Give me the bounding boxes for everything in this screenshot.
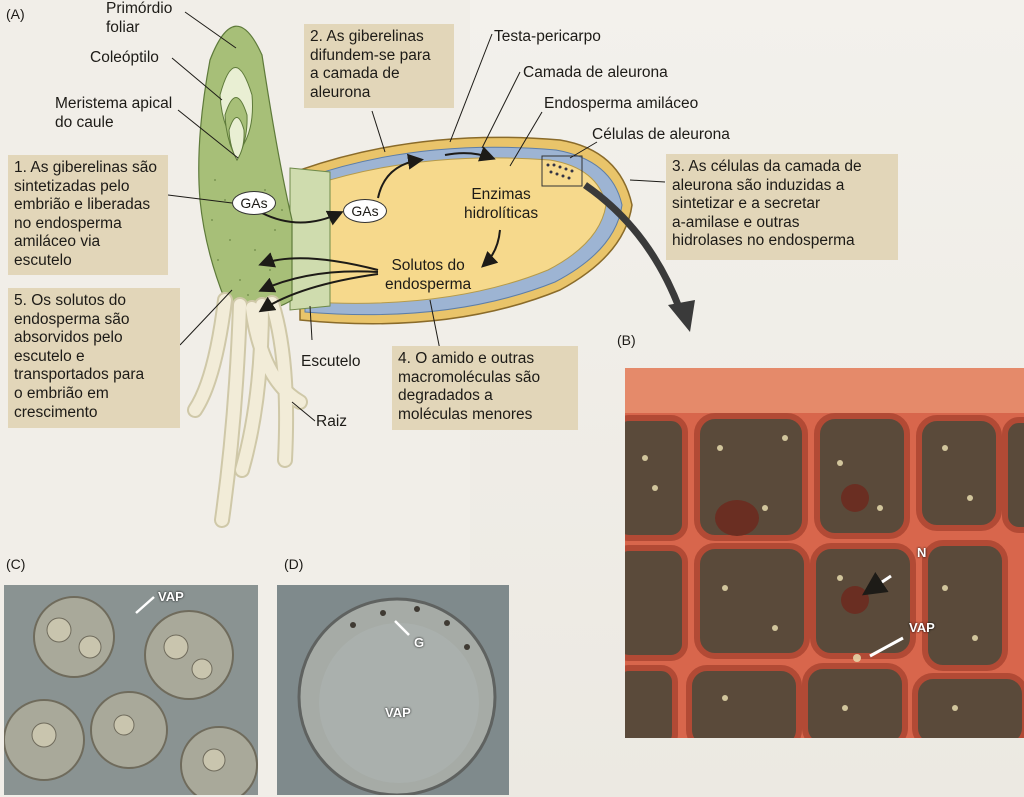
- label-escutelo: Escutelo: [301, 353, 361, 370]
- label-endosperma-amilaceo: Endosperma amiláceo: [544, 95, 699, 112]
- step-2-box: 2. As giberelinas difundem-se para a camada de aleurona: [304, 24, 454, 108]
- step-4-box: 4. O amido e outras macromoléculas são degradados a moléculas menores: [392, 346, 578, 430]
- label-celulas-aleurona: Células de aleurona: [592, 126, 730, 143]
- micrograph-c: [4, 585, 258, 795]
- vacuole-micrograph: [277, 585, 509, 795]
- protoplasts-micrograph: [4, 585, 258, 795]
- label-camada-aleurona: Camada de aleurona: [523, 64, 668, 81]
- step-1-box: 1. As giberelinas são sintetizadas pelo embrião e liberadas no endosperma amiláceo via escutelo: [8, 155, 168, 275]
- label-coleoptilo: Coleóptilo: [90, 49, 159, 66]
- micro-label-vap-b: VAP: [909, 620, 935, 635]
- label-solutos: Solutos do endosperma: [385, 257, 472, 293]
- gas-endosperm-oval: GAs: [343, 199, 387, 223]
- panel-label-b: (B): [617, 332, 636, 348]
- micro-label-vap-c: VAP: [158, 589, 184, 604]
- panel-label-c: (C): [6, 556, 26, 572]
- panel-label-d: (D): [284, 556, 304, 572]
- coleoptile: [199, 26, 292, 310]
- micro-label-g: G: [414, 635, 425, 650]
- label-primordio-foliar: Primórdio foliar: [106, 0, 173, 36]
- panel-label-a: (A): [6, 6, 25, 22]
- micrograph-d: [277, 585, 509, 795]
- label-meristema: Meristema apical do caule: [55, 95, 173, 131]
- micro-label-vap-d: VAP: [385, 705, 411, 720]
- step-3-box: 3. As células da camada de aleurona são induzidas a sintetizar e a secretar a-amilase e outras hidrolases no endosperma: [666, 154, 898, 260]
- aleurone-cells-micrograph: [625, 368, 1024, 738]
- micrograph-b: [625, 368, 1024, 738]
- step-5-box: 5. Os solutos do endosperma são absorvidos pelo escutelo e transportados para o embrião em crescimento: [8, 288, 180, 428]
- label-testa-pericarpo: Testa-pericarpo: [494, 28, 601, 45]
- micro-label-n: N: [917, 545, 927, 560]
- label-enzimas: Enzimas hidrolíticas: [464, 186, 539, 222]
- gas-embryo-oval: GAs: [232, 191, 276, 215]
- label-raiz: Raiz: [316, 413, 348, 430]
